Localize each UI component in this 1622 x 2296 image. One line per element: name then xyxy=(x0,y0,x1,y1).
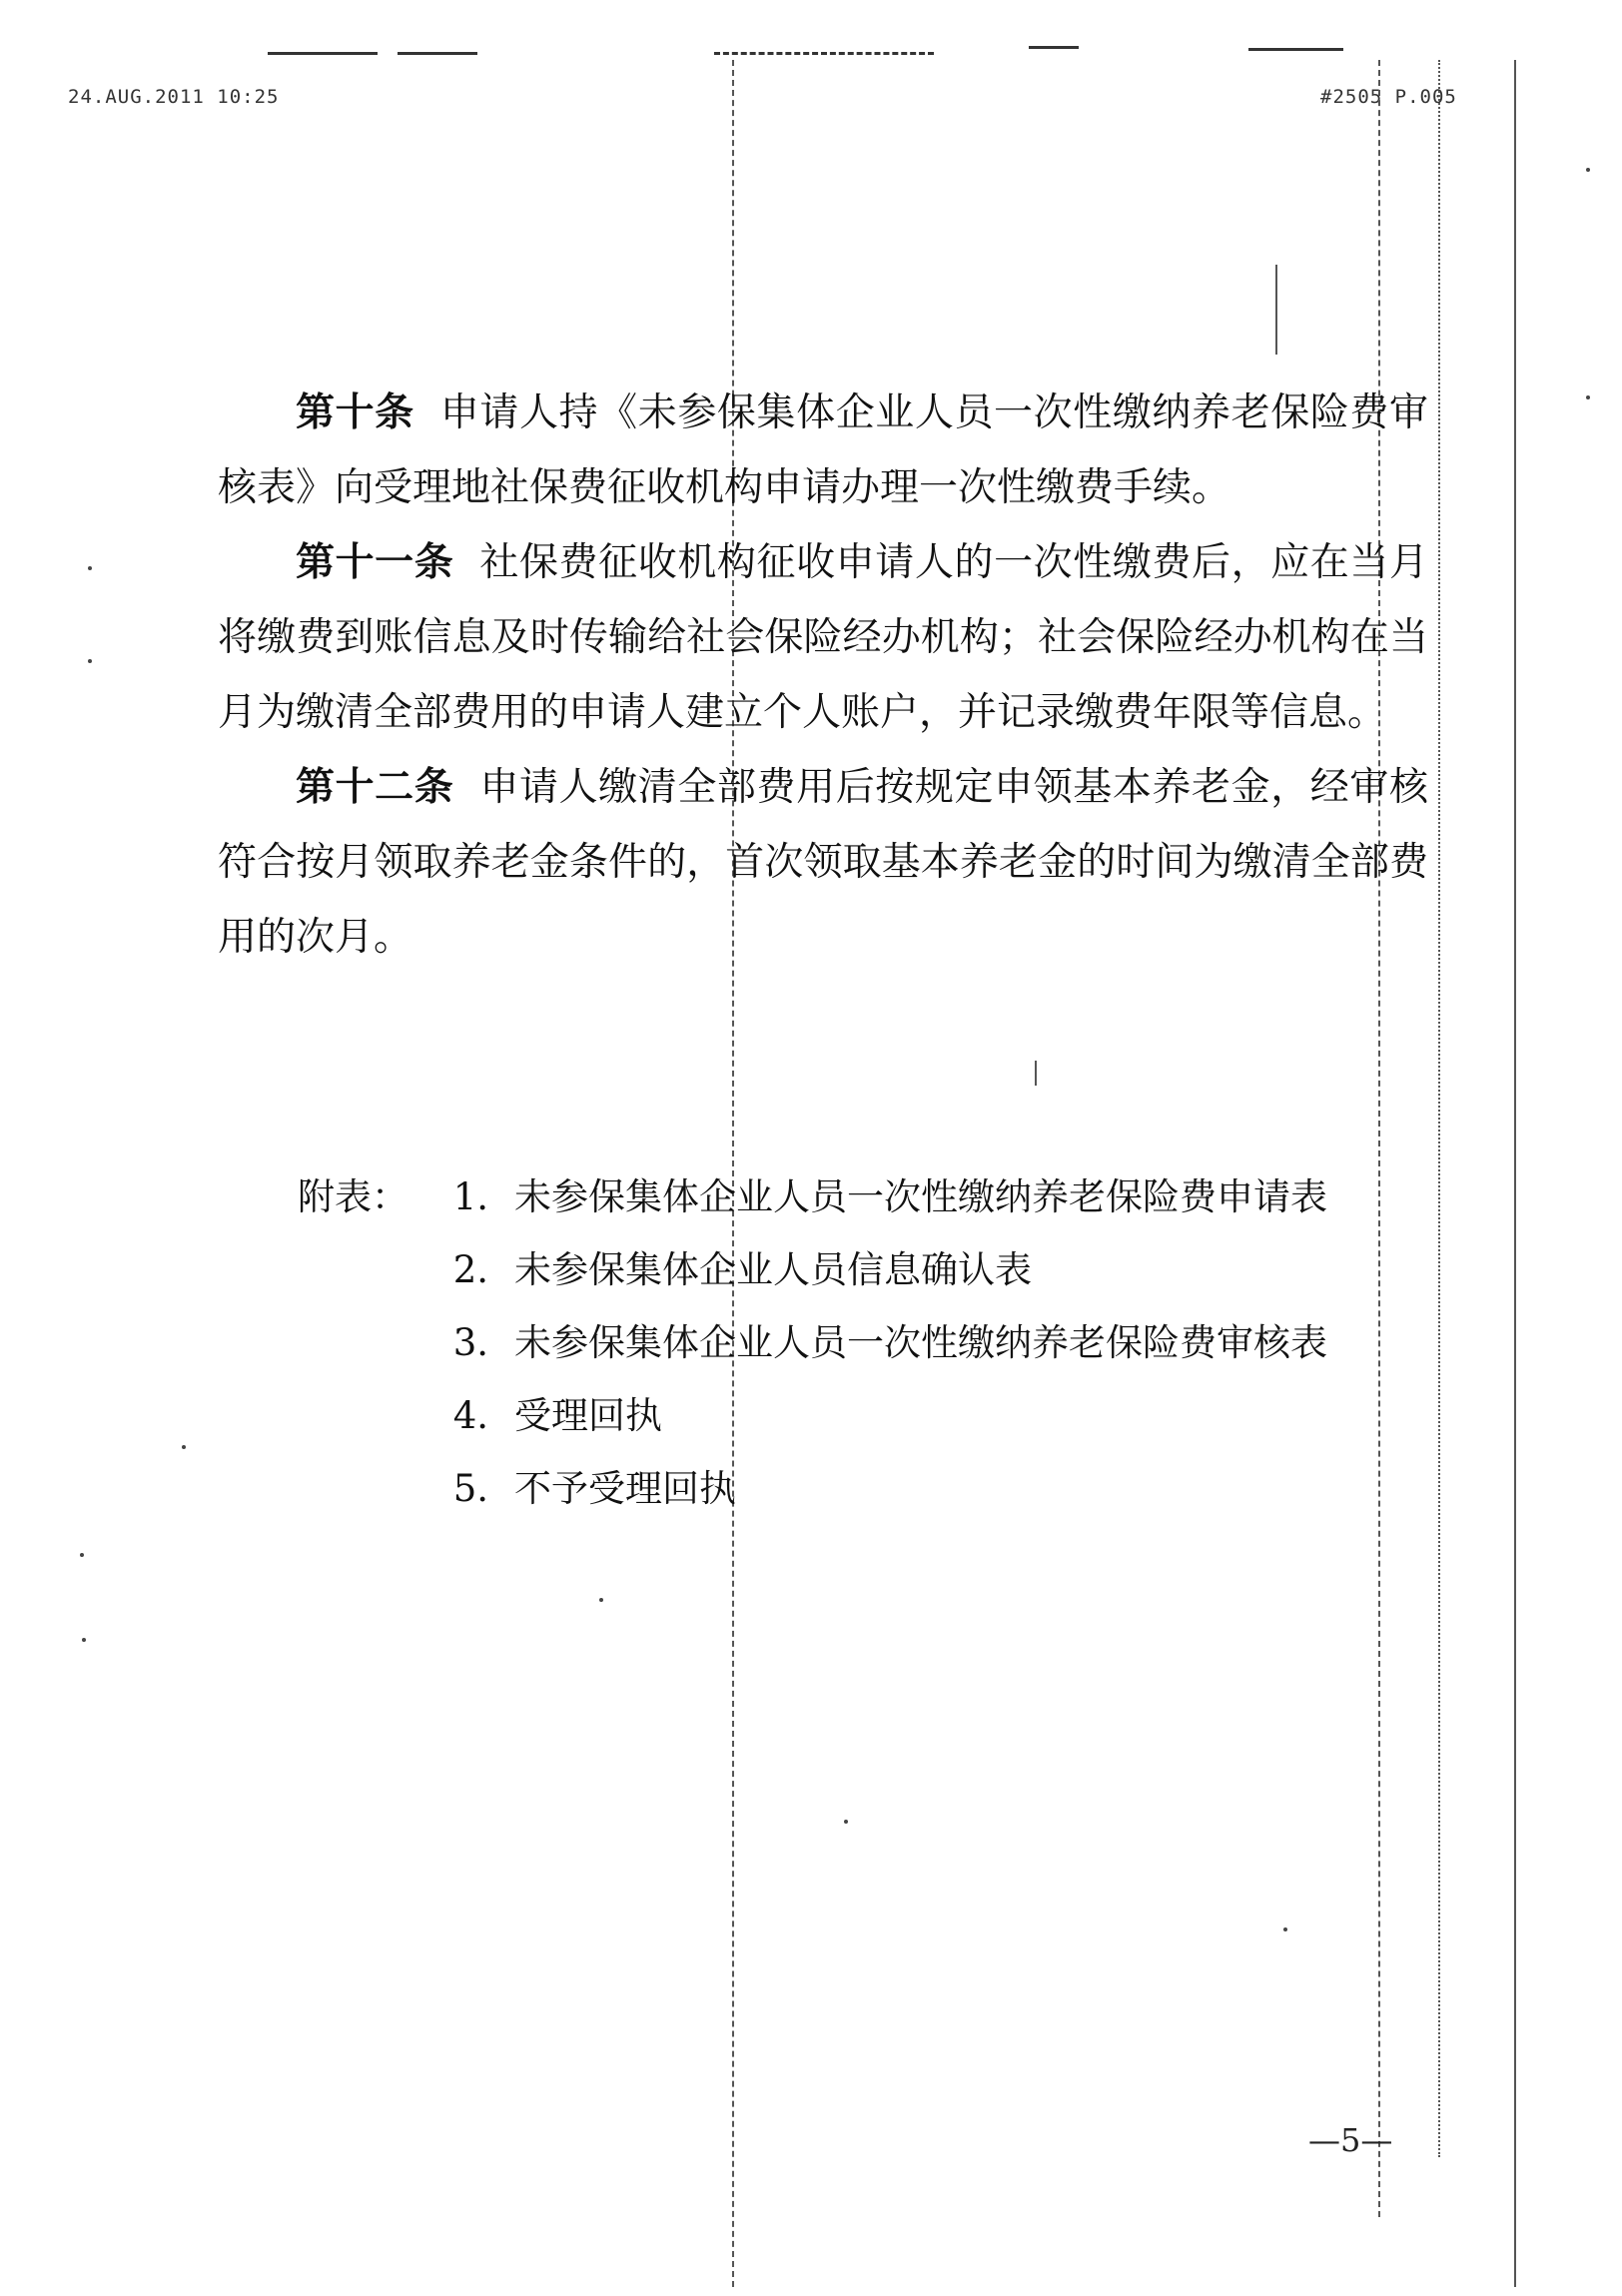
scan-artifact xyxy=(714,52,934,55)
scan-artifact xyxy=(80,1553,84,1557)
scan-artifact xyxy=(1275,265,1277,355)
scan-artifact xyxy=(1248,48,1343,51)
article-text: 申请人持《未参保集体企业人员一次性缴纳养老保险费审核表》向受理地社保费征收机构申请办理一次性缴费手续。 xyxy=(218,390,1428,510)
attachment-number: 5. xyxy=(452,1467,488,1510)
fax-page-id: #2505 P.005 xyxy=(1320,86,1457,108)
attachment-title: 不予受理回执 xyxy=(514,1467,736,1510)
scan-artifact xyxy=(182,1445,186,1449)
scan-artifact xyxy=(1438,60,1440,2157)
scan-artifact xyxy=(1514,60,1516,2287)
scan-artifact xyxy=(1029,46,1079,49)
document-body xyxy=(218,376,1428,975)
scan-artifact xyxy=(1283,1927,1287,1931)
attachment-item xyxy=(298,1452,1327,1525)
attachment-item xyxy=(425,1160,1327,1233)
scan-artifact xyxy=(1035,1061,1037,1086)
article-text: 社保费征收机构征收申请人的一次性缴费后，应在当月将缴费到账信息及时传输给社会保险经办机构；社会保险经办机构在当月为缴清全部费用的申请人建立个人账户，并记录缴费年限等信息。 xyxy=(218,540,1428,735)
scan-artifact xyxy=(1586,395,1590,399)
attachment-title: 未参保集体企业人员一次性缴纳养老保险费申请表 xyxy=(514,1175,1327,1218)
scan-artifact xyxy=(88,566,92,570)
attachment-number: 1. xyxy=(452,1175,488,1218)
scan-artifact xyxy=(599,1598,603,1602)
attachment-title: 未参保集体企业人员信息确认表 xyxy=(514,1248,1032,1291)
attachment-list xyxy=(298,1160,1327,1525)
attachment-label: 附表： xyxy=(298,1175,408,1218)
attachment-item xyxy=(298,1379,1327,1452)
attachment-number: 4. xyxy=(452,1394,488,1437)
attachment-number: 3. xyxy=(452,1321,488,1364)
scan-artifact xyxy=(82,1638,86,1642)
fax-timestamp: 24.AUG.2011 10:25 xyxy=(68,86,280,108)
attachment-title: 受理回执 xyxy=(514,1394,662,1437)
attachment-number: 2. xyxy=(452,1248,488,1291)
scan-artifact xyxy=(398,52,477,55)
scan-artifact xyxy=(1586,168,1590,172)
article-number: 第十一条 xyxy=(296,539,454,585)
attachment-title: 未参保集体企业人员一次性缴纳养老保险费审核表 xyxy=(514,1321,1327,1364)
article-number: 第十二条 xyxy=(296,764,454,810)
article-paragraph xyxy=(218,750,1428,975)
attachment-item xyxy=(298,1233,1327,1306)
article-paragraph xyxy=(218,525,1428,750)
article-text: 申请人缴清全部费用后按规定申领基本养老金，经审核符合按月领取养老金条件的，首次领取基本养老金的时间为缴清全部费用的次月。 xyxy=(218,765,1428,960)
article-number: 第十条 xyxy=(296,389,414,435)
attachment-item xyxy=(298,1306,1327,1379)
scan-artifact xyxy=(844,1820,848,1824)
article-paragraph xyxy=(218,376,1428,525)
page-number: —5— xyxy=(1308,2121,1393,2159)
scan-artifact xyxy=(88,659,92,663)
scan-artifact xyxy=(268,52,378,55)
